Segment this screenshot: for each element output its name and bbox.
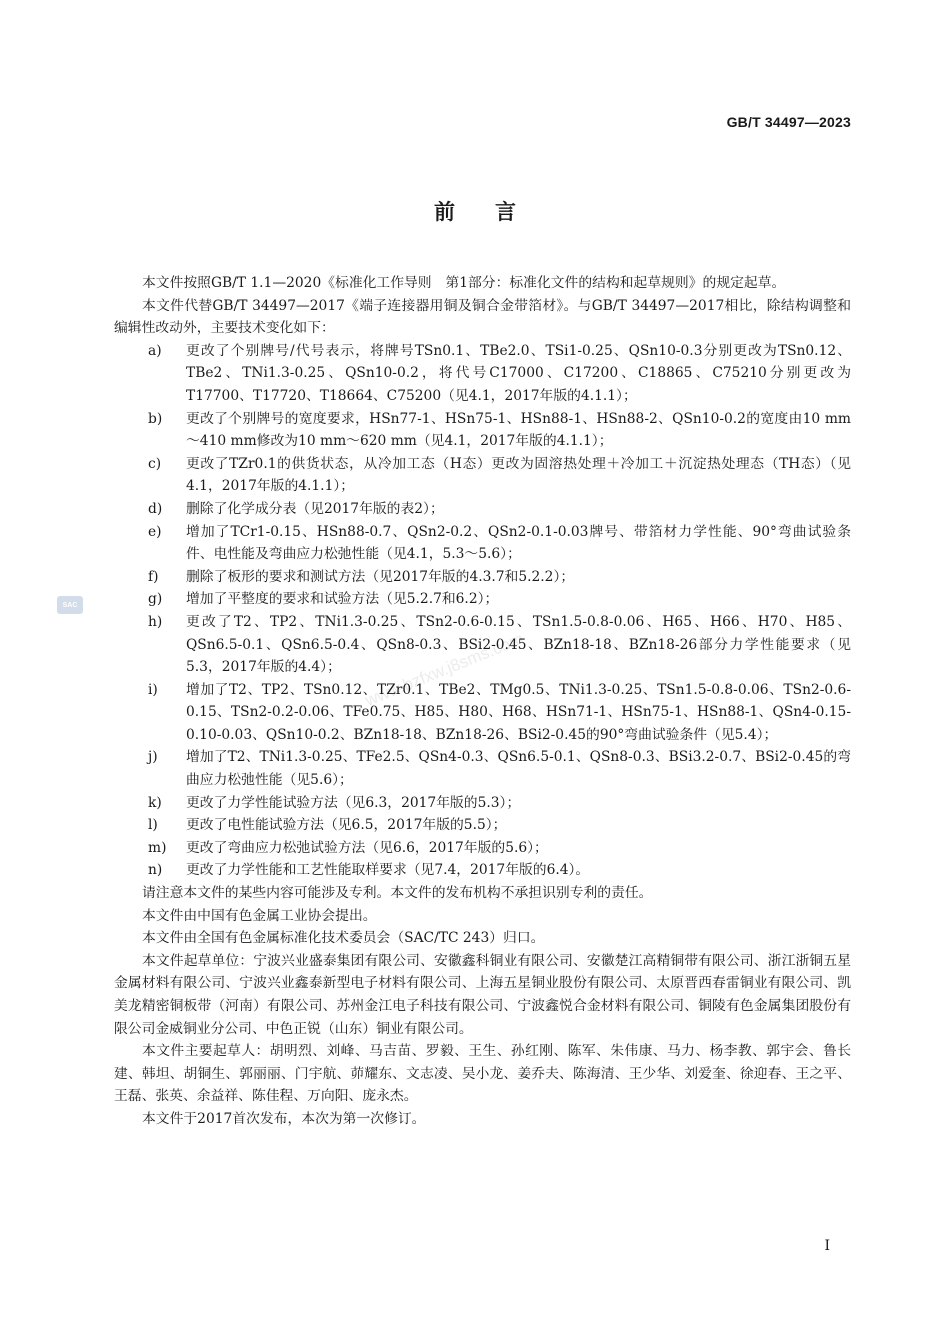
list-item-text: 删除了板形的要求和测试方法（见2017年版的4.3.7和5.2.2）； bbox=[186, 568, 575, 585]
list-marker: e) bbox=[148, 523, 162, 540]
list-item bbox=[114, 521, 851, 566]
paragraph-under-jurisdiction: 本文件由全国有色金属标准化技术委员会（SAC/TC 243）归口。 bbox=[142, 930, 545, 947]
watermark: www.bzfxw.j8sms.com bbox=[362, 629, 527, 711]
list-marker: k) bbox=[148, 794, 162, 811]
list-marker: g) bbox=[148, 591, 163, 608]
list-item-text: 更改了个别牌号的宽度要求，HSn77-1、HSn75-1、HSn88-1、HSn88-2、QSn10-0.2的宽度由10 mm～410 mm修改为10 mm～620 mm（见4.1，2017年版的4.1.1）； bbox=[186, 410, 851, 450]
list-item-text: 更改了TZr0.1的供货状态，从冷加工态（H态）更改为固溶热处理＋冷加工＋沉淀热处理态（TH态）（见4.1，2017年版的4.1.1）； bbox=[186, 455, 851, 495]
list-item bbox=[114, 679, 851, 747]
list-item bbox=[114, 453, 851, 498]
paragraph-patent-notice: 请注意本文件的某些内容可能涉及专利。本文件的发布机构不承担识别专利的责任。 bbox=[142, 885, 653, 902]
paragraph-main-drafters: 本文件主要起草人：胡明烈、刘峰、马吉苗、罗毅、王生、孙红刚、陈军、朱伟康、马力、杨李教、郭宇会、鲁长建、韩坦、胡铜生、郭丽丽、门宇航、茆耀东、文志凌、吴小龙、姜乔夫、陈海清、王少华、刘爱奎、徐迎春、王之平、王磊、张英、余益祥、陈佳程、万向阳、庞永杰。 bbox=[114, 1043, 851, 1105]
list-item-text: 增加了T2、TP2、TSn0.12、TZr0.1、TBe2、TMg0.5、TNi1.3-0.25、TSn1.5-0.8-0.06、TSn2-0.6-0.15、TSn2-0.2-0.06、TFe0.75、H85、H80、H68、HSn71-1、HSn75-1、HSn88-1、QSn4-0.15-0.10-0.03、QSn10-0.2、BZn18-18、BZn18-26、BSi2-0.45的90°弯曲试验条件（见5.4）； bbox=[186, 681, 851, 743]
list-item bbox=[114, 566, 851, 589]
list-item-text: 增加了TCr1-0.15、HSn88-0.7、QSn2-0.2、QSn2-0.1-0.03牌号、带箔材力学性能、90°弯曲试验条件、电性能及弯曲应力松弛性能（见4.1，5.3～5.6）； bbox=[186, 523, 851, 563]
list-item bbox=[114, 814, 851, 837]
sac-logo-icon: SAC bbox=[57, 596, 83, 614]
list-item bbox=[114, 498, 851, 521]
list-marker: f) bbox=[148, 568, 159, 585]
paragraph-drafting-rules: 本文件按照GB/T 1.1—2020《标准化工作导则 第1部分：标准化文件的结构和起草规则》的规定起草。 bbox=[142, 275, 786, 291]
paragraph-release-history: 本文件于2017首次发布，本次为第一次修订。 bbox=[142, 1110, 426, 1127]
list-item bbox=[114, 792, 851, 815]
list-item-text: 删除了化学成分表（见2017年版的表2）； bbox=[186, 500, 444, 517]
list-item-text: 更改了力学性能试验方法（见6.3，2017年版的5.3）； bbox=[186, 794, 521, 811]
list-item bbox=[114, 746, 851, 791]
list-marker: c) bbox=[148, 455, 162, 472]
list-item-text: 增加了平整度的要求和试验方法（见5.2.7和6.2）； bbox=[186, 591, 499, 608]
foreword-body bbox=[114, 272, 851, 1131]
list-marker: b) bbox=[148, 410, 163, 427]
page-number: I bbox=[824, 1238, 830, 1254]
list-item bbox=[114, 837, 851, 860]
paragraph-replaces-standard: 本文件代替GB/T 34497—2017《端子连接器用铜及铜合金带箔材》。与GB/T 34497—2017相比，除结构调整和编辑性改动外，主要技术变化如下： bbox=[114, 297, 851, 337]
list-item bbox=[114, 340, 851, 408]
list-item bbox=[114, 611, 851, 679]
technical-changes-list bbox=[114, 340, 851, 882]
list-item-text: 更改了力学性能和工艺性能取样要求（见7.4，2017年版的6.4）。 bbox=[186, 862, 590, 879]
document-number-header: GB/T 34497—2023 bbox=[726, 114, 851, 130]
list-marker: j) bbox=[148, 749, 158, 766]
list-marker: a) bbox=[148, 342, 162, 359]
list-marker: h) bbox=[148, 613, 163, 630]
paragraph-drafting-units: 本文件起草单位：宁波兴业盛泰集团有限公司、安徽鑫科铜业有限公司、安徽楚江高精铜带有限公司、浙江浙铜五星金属材料有限公司、宁波兴业鑫泰新型电子材料有限公司、上海五星铜业股份有限公司、太原晋西春雷铜业有限公司、凯美龙精密铜板带（河南）有限公司、苏州金江电子科技有限公司、宁波鑫悦合金材料有限公司、铜陵有色金属集团股份有限公司金威铜业分公司、中色正锐（山东）铜业有限公司。 bbox=[114, 952, 851, 1037]
list-item-text: 更改了个别牌号/代号表示，将牌号TSn0.1、TBe2.0、TSi1-0.25、QSn10-0.3分别更改为TSn0.12、TBe2、TNi1.3-0.25、QSn10-0.2，将代号C17000、C17200、C18865、C75210分别更改为T17700、T17720、T18664、C75200（见4.1，2017年版的4.1.1）； bbox=[186, 342, 851, 404]
list-marker: i) bbox=[148, 681, 158, 698]
list-item bbox=[114, 408, 851, 453]
list-item-text: 更改了T2、TP2、TNi1.3-0.25、TSn2-0.6-0.15、TSn1.5-0.8-0.06、H65、H66、H70、H85、QSn6.5-0.1、QSn6.5-0.4、QSn8-0.3、BSi2-0.45、BZn18-18、BZn18-26部分力学性能要求（见5.3，2017年版的4.4）； bbox=[186, 613, 851, 676]
list-marker: d) bbox=[148, 500, 163, 517]
list-item-text: 增加了T2、TNi1.3-0.25、TFe2.5、QSn4-0.3、QSn6.5-0.1、QSn8-0.3、BSi3.2-0.7、BSi2-0.45的弯曲应力松弛性能（见5.6）； bbox=[186, 749, 851, 789]
list-item bbox=[114, 588, 851, 611]
list-item-text: 更改了弯曲应力松弛试验方法（见6.6，2017年版的5.6）； bbox=[186, 839, 548, 856]
list-marker: n) bbox=[148, 862, 163, 879]
list-item-text: 更改了电性能试验方法（见6.5，2017年版的5.5）； bbox=[186, 817, 507, 834]
page-title: 前言 bbox=[434, 199, 556, 224]
list-item bbox=[114, 859, 851, 882]
paragraph-proposed-by: 本文件由中国有色金属工业协会提出。 bbox=[142, 907, 377, 924]
list-marker: m) bbox=[148, 839, 167, 856]
list-marker: l) bbox=[148, 817, 158, 834]
